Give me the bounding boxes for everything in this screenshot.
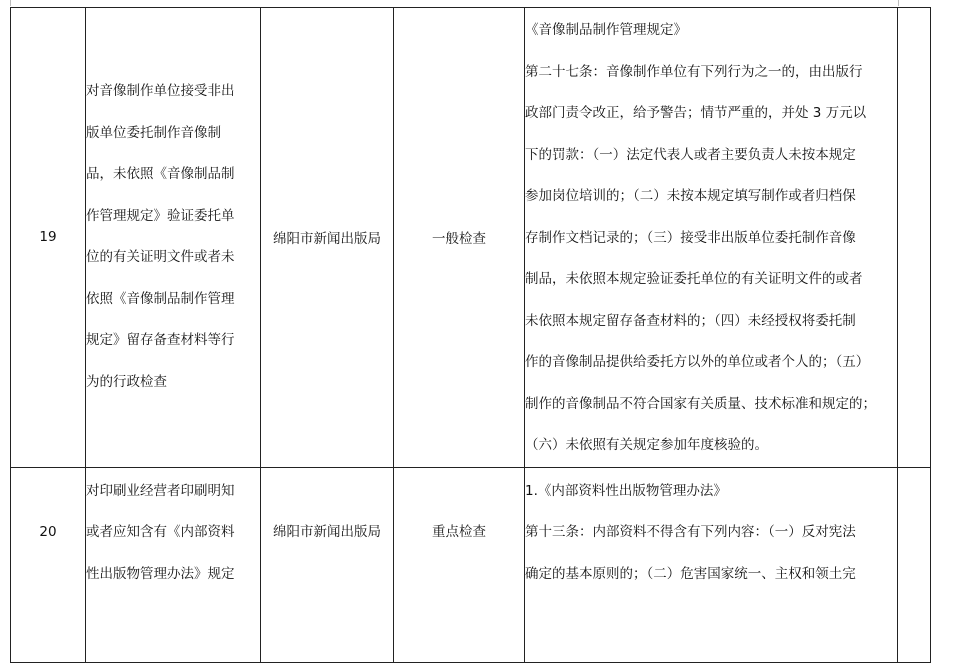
department-cell: 绵阳市新闻出版局 — [261, 8, 394, 468]
basis-text-line: 《音像制品制作管理规定》 — [525, 22, 687, 38]
basis-text-line: 1.《内部资料性出版物管理办法》 — [525, 482, 727, 499]
basis-text-line: 第二十七条：音像制作单位有下列行为之一的，由出版行 — [525, 63, 863, 80]
ruler-tick-right — [898, 0, 899, 6]
basis-text-line: 确定的基本原则的；（二）危害国家统一、主权和领土完 — [525, 565, 856, 582]
basis-text-line: 第十三条：内部资料不得含有下列内容：（一）反对宪法 — [525, 524, 856, 540]
row-number-cell: 20 — [11, 467, 86, 662]
item-text-line: 对印刷业经营者印刷明知 — [86, 482, 235, 499]
inspection-items-table — [10, 7, 931, 663]
legal-basis-cell — [525, 467, 898, 662]
item-text-line: 依照《音像制品制作管理 — [86, 290, 235, 307]
item-text-line: 对音像制作单位接受非出 — [86, 83, 235, 100]
inspection-item-cell — [86, 8, 261, 468]
empty-extra-cell — [898, 8, 931, 468]
inspection-item-cell — [86, 467, 261, 662]
department-cell: 绵阳市新闻出版局 — [261, 467, 394, 662]
table-row — [11, 467, 931, 662]
item-text-line: 规定》留存备查材料等行 — [86, 332, 235, 349]
row-number-cell: 19 — [11, 8, 86, 468]
item-text-line: 位的有关证明文件或者未 — [86, 249, 235, 266]
empty-extra-cell — [898, 467, 931, 662]
page-top-ruler — [0, 0, 962, 6]
basis-text-line: 制作的音像制品不符合国家有关质量、技术标准和规定的； — [525, 395, 876, 412]
basis-text-line: 政部门责令改正，给予警告；情节严重的，并处 3 万元以 — [525, 105, 867, 121]
item-text-line: 性出版物管理办法》规定 — [86, 565, 235, 582]
basis-text-line: 未依照本规定留存备查材料的；（四）未经授权将委托制 — [525, 312, 856, 329]
item-text-line: 或者应知含有《内部资料 — [86, 524, 235, 540]
basis-text-line: （六）未依照有关规定参加年度核验的。 — [525, 437, 768, 453]
check-type-cell: 一般检查 — [394, 8, 525, 468]
basis-text-line: 存制作文档记录的；（三）接受非出版单位委托制作音像 — [525, 229, 856, 246]
item-text-line: 品，未依照《音像制品制 — [86, 166, 235, 183]
legal-basis-cell — [525, 8, 898, 468]
basis-text-line: 参加岗位培训的；（二）未按本规定填写制作或者归档保 — [525, 188, 856, 204]
item-text-line: 作管理规定》验证委托单 — [86, 207, 235, 224]
basis-text-line: 下的罚款：（一）法定代表人或者主要负责人未按本规定 — [525, 146, 856, 163]
table-row — [11, 8, 931, 468]
check-type-cell: 重点检查 — [394, 467, 525, 662]
basis-text-line: 作的音像制品提供给委托方以外的单位或者个人的；（五） — [525, 354, 870, 370]
ruler-tick-left — [10, 0, 11, 6]
basis-text-line: 制品，未依照本规定验证委托单位的有关证明文件的或者 — [525, 271, 863, 287]
item-text-line: 版单位委托制作音像制 — [86, 124, 221, 141]
item-text-line: 为的行政检查 — [86, 373, 167, 390]
